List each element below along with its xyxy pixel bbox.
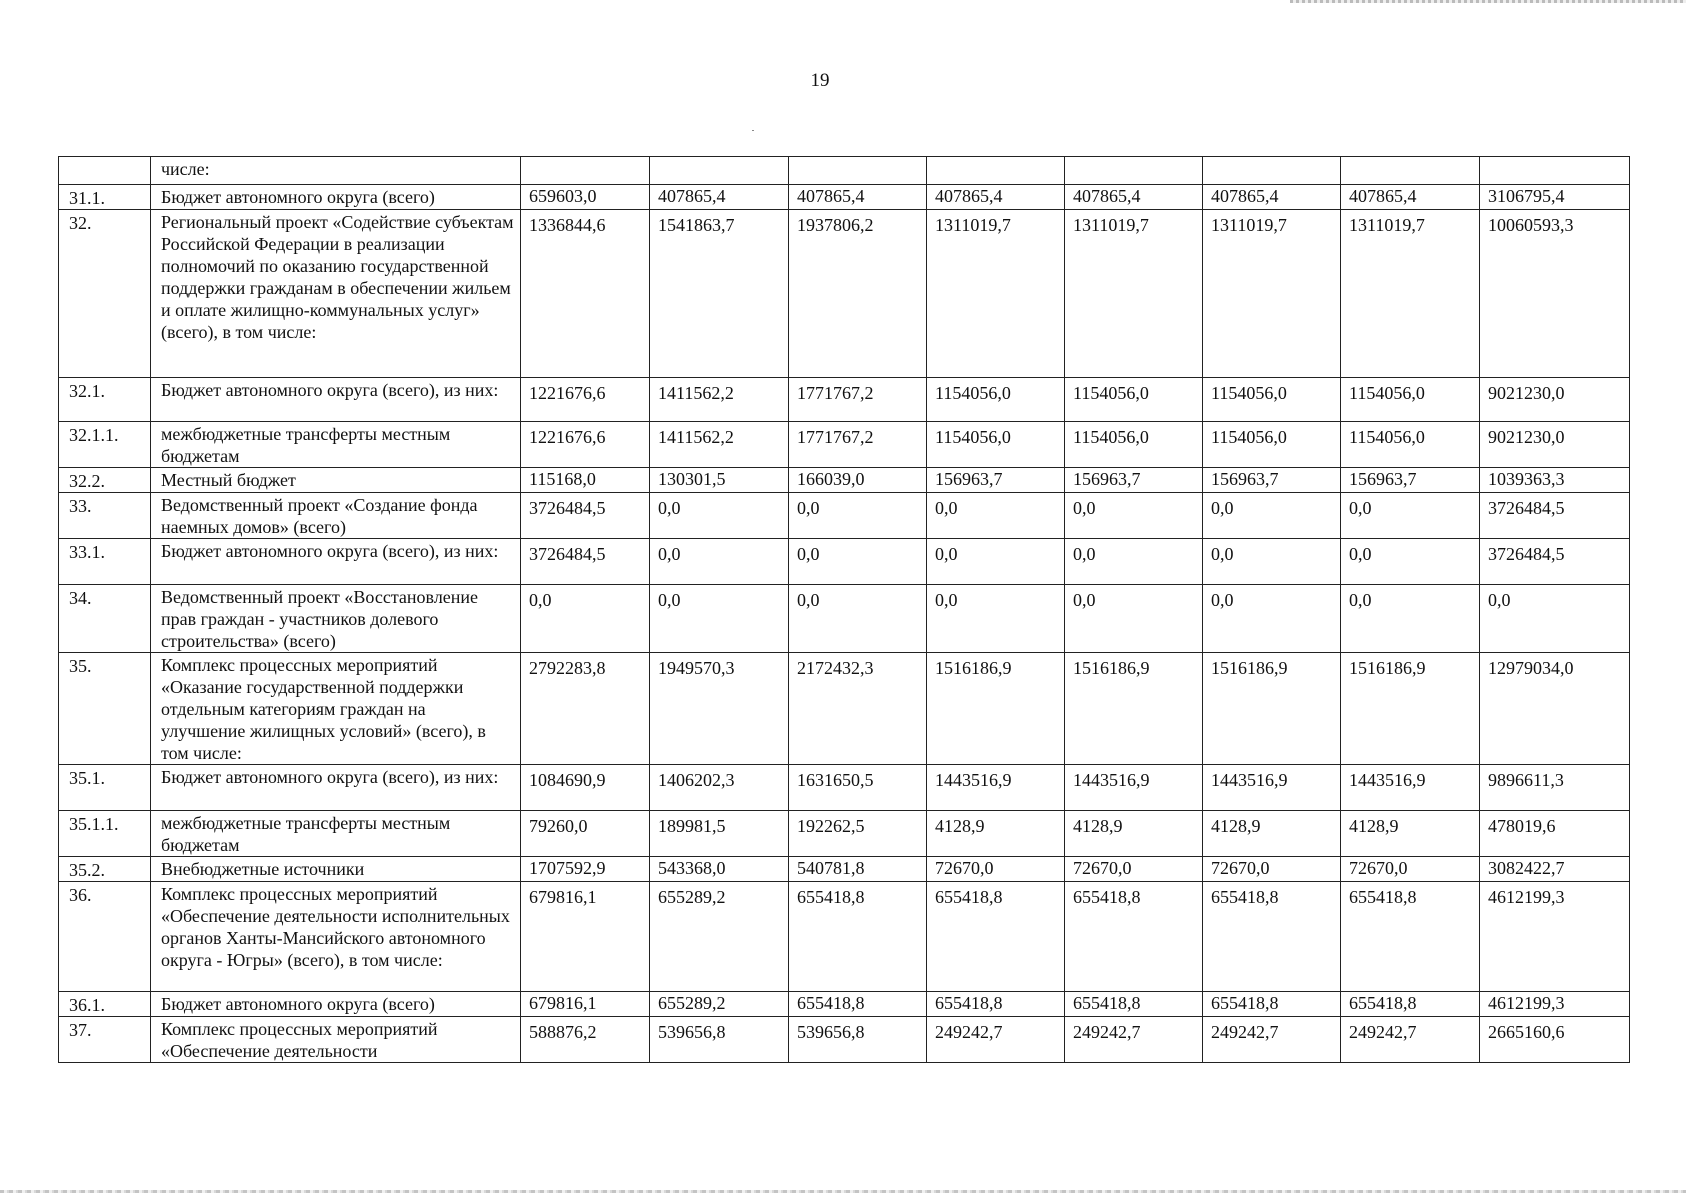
value-cell: 249242,7 [1203, 1017, 1341, 1063]
table-row [59, 992, 1630, 1017]
table-row [59, 1017, 1630, 1063]
value-cell [1341, 157, 1480, 185]
value-cell: 588876,2 [521, 1017, 650, 1063]
value-cell: 655289,2 [650, 882, 789, 992]
value-cell: 156963,7 [1203, 468, 1341, 493]
value-cell: 1516186,9 [927, 653, 1065, 765]
value-cell: 0,0 [650, 539, 789, 585]
value-cell: 0,0 [1203, 539, 1341, 585]
value-cell: 2792283,8 [521, 653, 650, 765]
row-description-cell: Комплекс процессных мероприятий «Обеспечение деятельности исполнительных органов Ханты-Мансийского автономного округа - Югры» (всего), в том числе: [151, 882, 521, 992]
page-number: 19 [810, 70, 830, 91]
value-cell: 1516186,9 [1341, 653, 1480, 765]
value-cell: 249242,7 [927, 1017, 1065, 1063]
value-cell: 1937806,2 [789, 210, 927, 378]
value-cell: 407865,4 [789, 185, 927, 210]
value-cell: 1771767,2 [789, 378, 927, 422]
row-description-cell: межбюджетные трансферты местным бюджетам [151, 811, 521, 857]
value-cell: 4612199,3 [1480, 882, 1630, 992]
value-cell [521, 157, 650, 185]
row-description-cell: Бюджет автономного округа (всего), из них: [151, 765, 521, 811]
value-cell [650, 157, 789, 185]
value-cell: 0,0 [927, 539, 1065, 585]
value-cell: 130301,5 [650, 468, 789, 493]
table-row [59, 493, 1630, 539]
value-cell [927, 157, 1065, 185]
value-cell: 0,0 [927, 585, 1065, 653]
row-number-cell: 32.1. [59, 378, 151, 422]
value-cell: 1311019,7 [1065, 210, 1203, 378]
value-cell: 655418,8 [1203, 882, 1341, 992]
value-cell: 1154056,0 [927, 378, 1065, 422]
value-cell: 655418,8 [789, 882, 927, 992]
value-cell: 1311019,7 [1203, 210, 1341, 378]
value-cell: 115168,0 [521, 468, 650, 493]
value-cell: 0,0 [1203, 585, 1341, 653]
value-cell: 2172432,3 [789, 653, 927, 765]
row-description-cell: Местный бюджет [151, 468, 521, 493]
row-description-cell: Внебюджетные источники [151, 857, 521, 882]
value-cell: 0,0 [521, 585, 650, 653]
row-description-cell: Комплекс процессных мероприятий «Обеспечение деятельности [151, 1017, 521, 1063]
value-cell: 10060593,3 [1480, 210, 1630, 378]
scan-edge-top [1290, 0, 1686, 3]
value-cell: 655289,2 [650, 992, 789, 1017]
value-cell: 1516186,9 [1203, 653, 1341, 765]
value-cell: 655418,8 [927, 992, 1065, 1017]
row-description-cell: Бюджет автономного округа (всего) [151, 185, 521, 210]
row-description-cell: Ведомственный проект «Создание фонда наемных домов» (всего) [151, 493, 521, 539]
value-cell: 540781,8 [789, 857, 927, 882]
value-cell: 9021230,0 [1480, 378, 1630, 422]
row-number-cell: 37. [59, 1017, 151, 1063]
table-row [59, 857, 1630, 882]
value-cell: 72670,0 [1065, 857, 1203, 882]
value-cell: 249242,7 [1341, 1017, 1480, 1063]
value-cell: 4128,9 [1065, 811, 1203, 857]
value-cell: 655418,8 [1065, 992, 1203, 1017]
value-cell: 679816,1 [521, 882, 650, 992]
row-number-cell: 36. [59, 882, 151, 992]
value-cell: 1154056,0 [1065, 422, 1203, 468]
value-cell: 0,0 [1480, 585, 1630, 653]
value-cell: 1443516,9 [927, 765, 1065, 811]
table-row [59, 422, 1630, 468]
row-number-cell: 36.1. [59, 992, 151, 1017]
value-cell: 655418,8 [1341, 882, 1480, 992]
value-cell: 655418,8 [789, 992, 927, 1017]
table-row [59, 185, 1630, 210]
row-description-cell: Бюджет автономного округа (всего), из них: [151, 378, 521, 422]
value-cell: 1154056,0 [1065, 378, 1203, 422]
value-cell: 1221676,6 [521, 378, 650, 422]
value-cell: 407865,4 [1341, 185, 1480, 210]
value-cell: 189981,5 [650, 811, 789, 857]
value-cell: 1221676,6 [521, 422, 650, 468]
row-number-cell: 34. [59, 585, 151, 653]
value-cell: 3106795,4 [1480, 185, 1630, 210]
value-cell: 1443516,9 [1341, 765, 1480, 811]
value-cell: 1336844,6 [521, 210, 650, 378]
row-number-cell: 32.1.1. [59, 422, 151, 468]
value-cell: 655418,8 [1065, 882, 1203, 992]
row-description-cell: Региональный проект «Содействие субъектам Российской Федерации в реализации полномочий по оказанию государственной поддержки гражданам в обеспечении жильем и оплате жилищно-коммунальных услуг» (всего), в том числе: [151, 210, 521, 378]
row-description-cell: Ведомственный проект «Восстановление прав граждан - участников долевого строительства» (всего) [151, 585, 521, 653]
row-number-cell: 35. [59, 653, 151, 765]
row-number-cell: 31.1. [59, 185, 151, 210]
value-cell: 1411562,2 [650, 378, 789, 422]
value-cell: 1154056,0 [927, 422, 1065, 468]
table-row [59, 765, 1630, 811]
value-cell: 478019,6 [1480, 811, 1630, 857]
value-cell: 3726484,5 [1480, 493, 1630, 539]
value-cell: 72670,0 [1341, 857, 1480, 882]
row-number-cell [59, 157, 151, 185]
value-cell [1065, 157, 1203, 185]
scan-edge-bottom [0, 1190, 1686, 1193]
value-cell: 0,0 [650, 585, 789, 653]
value-cell: 0,0 [1203, 493, 1341, 539]
value-cell: 0,0 [789, 539, 927, 585]
row-number-cell: 33. [59, 493, 151, 539]
value-cell: 9021230,0 [1480, 422, 1630, 468]
value-cell: 4128,9 [927, 811, 1065, 857]
value-cell: 407865,4 [650, 185, 789, 210]
value-cell: 1084690,9 [521, 765, 650, 811]
row-number-cell: 32. [59, 210, 151, 378]
value-cell: 1311019,7 [927, 210, 1065, 378]
budget-table [58, 156, 1630, 1063]
table-row [59, 882, 1630, 992]
value-cell: 655418,8 [927, 882, 1065, 992]
row-number-cell: 33.1. [59, 539, 151, 585]
row-number-cell: 35.1.1. [59, 811, 151, 857]
value-cell: 0,0 [1065, 585, 1203, 653]
value-cell: 3726484,5 [1480, 539, 1630, 585]
value-cell: 4612199,3 [1480, 992, 1630, 1017]
value-cell: 1154056,0 [1203, 378, 1341, 422]
table-body [59, 157, 1630, 1063]
value-cell: 407865,4 [927, 185, 1065, 210]
value-cell: 1631650,5 [789, 765, 927, 811]
value-cell: 1443516,9 [1065, 765, 1203, 811]
value-cell: 1311019,7 [1341, 210, 1480, 378]
value-cell: 0,0 [1341, 539, 1480, 585]
value-cell: 1154056,0 [1341, 422, 1480, 468]
value-cell [789, 157, 927, 185]
value-cell: 156963,7 [927, 468, 1065, 493]
scan-speck [752, 130, 754, 131]
value-cell: 655418,8 [1203, 992, 1341, 1017]
value-cell: 407865,4 [1065, 185, 1203, 210]
row-description-cell: Комплекс процессных мероприятий «Оказание государственной поддержки отдельным категориям граждан на улучшение жилищных условий» (всего), в том числе: [151, 653, 521, 765]
value-cell: 0,0 [789, 585, 927, 653]
value-cell: 72670,0 [1203, 857, 1341, 882]
row-number-cell: 35.1. [59, 765, 151, 811]
value-cell: 3726484,5 [521, 493, 650, 539]
row-description-cell: Бюджет автономного округа (всего) [151, 992, 521, 1017]
value-cell: 3082422,7 [1480, 857, 1630, 882]
value-cell: 156963,7 [1065, 468, 1203, 493]
table-row [59, 210, 1630, 378]
value-cell [1480, 157, 1630, 185]
value-cell: 3726484,5 [521, 539, 650, 585]
table-row [59, 811, 1630, 857]
table-row [59, 157, 1630, 185]
value-cell: 2665160,6 [1480, 1017, 1630, 1063]
value-cell: 1707592,9 [521, 857, 650, 882]
value-cell: 72670,0 [927, 857, 1065, 882]
value-cell: 659603,0 [521, 185, 650, 210]
value-cell: 407865,4 [1203, 185, 1341, 210]
value-cell: 0,0 [1341, 585, 1480, 653]
value-cell: 12979034,0 [1480, 653, 1630, 765]
table-row [59, 585, 1630, 653]
row-description-cell: числе: [151, 157, 521, 185]
value-cell: 1411562,2 [650, 422, 789, 468]
value-cell: 1154056,0 [1341, 378, 1480, 422]
row-number-cell: 32.2. [59, 468, 151, 493]
value-cell: 0,0 [927, 493, 1065, 539]
value-cell: 655418,8 [1341, 992, 1480, 1017]
value-cell: 1443516,9 [1203, 765, 1341, 811]
row-number-cell: 35.2. [59, 857, 151, 882]
row-description-cell: межбюджетные трансферты местным бюджетам [151, 422, 521, 468]
value-cell: 1154056,0 [1203, 422, 1341, 468]
value-cell: 539656,8 [789, 1017, 927, 1063]
value-cell: 156963,7 [1341, 468, 1480, 493]
value-cell: 0,0 [1065, 539, 1203, 585]
value-cell: 1516186,9 [1065, 653, 1203, 765]
value-cell: 539656,8 [650, 1017, 789, 1063]
table-row [59, 468, 1630, 493]
table-row [59, 378, 1630, 422]
table-row [59, 539, 1630, 585]
value-cell: 0,0 [650, 493, 789, 539]
value-cell: 4128,9 [1341, 811, 1480, 857]
value-cell: 192262,5 [789, 811, 927, 857]
value-cell: 1949570,3 [650, 653, 789, 765]
value-cell: 0,0 [789, 493, 927, 539]
value-cell: 543368,0 [650, 857, 789, 882]
table-row [59, 653, 1630, 765]
value-cell: 1039363,3 [1480, 468, 1630, 493]
value-cell: 0,0 [1065, 493, 1203, 539]
row-description-cell: Бюджет автономного округа (всего), из них: [151, 539, 521, 585]
value-cell: 1771767,2 [789, 422, 927, 468]
value-cell: 4128,9 [1203, 811, 1341, 857]
value-cell: 166039,0 [789, 468, 927, 493]
value-cell: 79260,0 [521, 811, 650, 857]
value-cell: 1541863,7 [650, 210, 789, 378]
value-cell: 9896611,3 [1480, 765, 1630, 811]
value-cell [1203, 157, 1341, 185]
value-cell: 0,0 [1341, 493, 1480, 539]
value-cell: 679816,1 [521, 992, 650, 1017]
value-cell: 249242,7 [1065, 1017, 1203, 1063]
value-cell: 1406202,3 [650, 765, 789, 811]
